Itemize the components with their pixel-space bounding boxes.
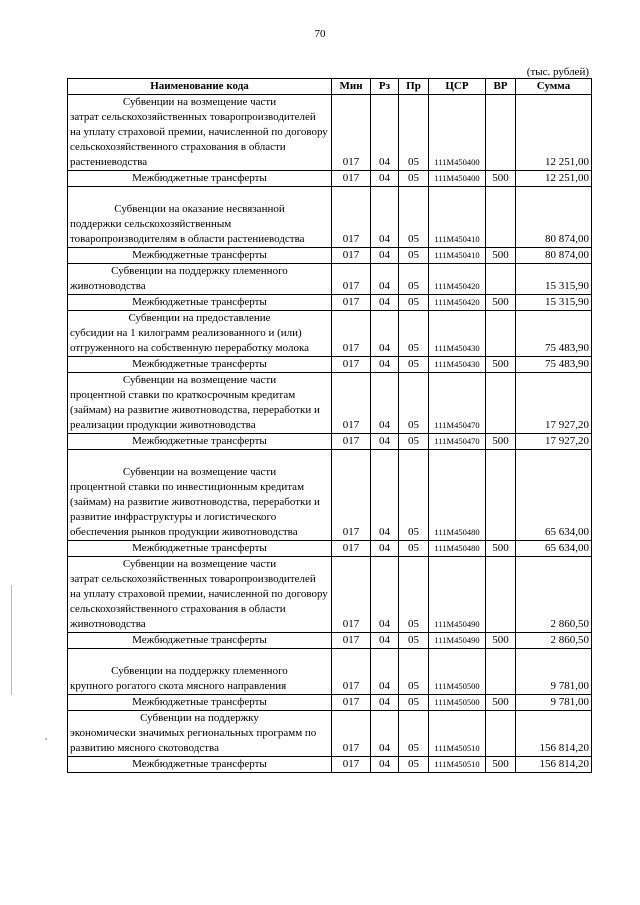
cell-rz: 04: [371, 434, 399, 450]
cell-pr: 05: [399, 695, 429, 711]
transfer-label: Межбюджетные трансферты: [132, 435, 267, 447]
item-title-first-line: Субвенции на поддержку: [140, 712, 259, 724]
cell-pr: 05: [399, 95, 429, 171]
cell-csr: 111М450400: [429, 171, 486, 187]
cell-name: [68, 557, 332, 633]
cell-sum: 2 860,50: [516, 557, 592, 633]
item-title-first-line: Субвенции на поддержку племенного: [111, 265, 288, 277]
cell-vr: [486, 311, 516, 357]
table-row: [68, 171, 592, 187]
item-title-rest: экономически значимых региональных программ по развитию мясного скотоводства: [70, 727, 317, 754]
table-row: [68, 711, 592, 757]
cell-pr: 05: [399, 757, 429, 773]
header-min: Мин: [332, 79, 371, 95]
cell-name: [68, 357, 332, 373]
cell-csr: 111М450500: [429, 649, 486, 695]
table-row: [68, 434, 592, 450]
table-body: [68, 95, 592, 773]
cell-csr: 111М450470: [429, 434, 486, 450]
header-sum: Сумма: [516, 79, 592, 95]
cell-vr: [486, 373, 516, 434]
cell-min: 017: [332, 757, 371, 773]
cell-csr: 111М450420: [429, 264, 486, 295]
transfer-label: Межбюджетные трансферты: [132, 249, 267, 261]
cell-csr: 111М450490: [429, 633, 486, 649]
item-title-first-line: Субвенции на возмещение части: [122, 96, 277, 108]
cell-csr: 111М450470: [429, 373, 486, 434]
cell-sum: 156 814,20: [516, 711, 592, 757]
cell-sum: 12 251,00: [516, 95, 592, 171]
cell-vr: [486, 450, 516, 541]
cell-min: 017: [332, 171, 371, 187]
table-row: [68, 695, 592, 711]
cell-pr: 05: [399, 187, 429, 248]
cell-vr: [486, 187, 516, 248]
cell-sum: 65 634,00: [516, 450, 592, 541]
table-row: [68, 357, 592, 373]
cell-min: 017: [332, 557, 371, 633]
cell-vr: 500: [486, 695, 516, 711]
cell-min: 017: [332, 373, 371, 434]
cell-rz: 04: [371, 695, 399, 711]
cell-vr: 500: [486, 171, 516, 187]
cell-name: [68, 187, 332, 248]
item-title-first-line: Субвенции на возмещение части: [122, 466, 277, 478]
cell-pr: 05: [399, 373, 429, 434]
cell-rz: 04: [371, 373, 399, 434]
blank-line: [70, 187, 329, 202]
cell-name: [68, 295, 332, 311]
budget-table: [67, 78, 592, 773]
cell-rz: 04: [371, 541, 399, 557]
cell-vr: [486, 95, 516, 171]
cell-csr: 111М450410: [429, 187, 486, 248]
cell-sum: 156 814,20: [516, 757, 592, 773]
item-title-rest: субсидии на 1 килограмм реализованного и (или) отгруженного на собственную переработку молока: [70, 327, 310, 354]
cell-rz: 04: [371, 633, 399, 649]
cell-sum: 80 874,00: [516, 248, 592, 264]
item-title-first-line: Субвенции на поддержку племенного: [111, 665, 288, 677]
cell-sum: 15 315,90: [516, 264, 592, 295]
item-title-first-line: Субвенции на оказание несвязанной: [114, 203, 285, 215]
cell-csr: 111М450400: [429, 95, 486, 171]
cell-vr: [486, 711, 516, 757]
item-title-rest: затрат сельскохозяйственных товаропроизводителей на уплату страховой премии, начисленной по договору сельскохозяйственного страхования в области животноводства: [70, 573, 328, 630]
cell-sum: 75 483,90: [516, 357, 592, 373]
cell-name: [68, 434, 332, 450]
cell-vr: 500: [486, 295, 516, 311]
transfer-label: Межбюджетные трансферты: [132, 758, 267, 770]
cell-rz: 04: [371, 311, 399, 357]
cell-name: [68, 541, 332, 557]
cell-name: [68, 95, 332, 171]
cell-sum: 2 860,50: [516, 633, 592, 649]
cell-min: 017: [332, 264, 371, 295]
cell-rz: 04: [371, 649, 399, 695]
table-row: [68, 557, 592, 633]
table-row: [68, 264, 592, 295]
cell-name: [68, 311, 332, 357]
cell-vr: 500: [486, 434, 516, 450]
header-vr: ВР: [486, 79, 516, 95]
transfer-label: Межбюджетные трансферты: [132, 172, 267, 184]
table-row: [68, 633, 592, 649]
cell-sum: 9 781,00: [516, 649, 592, 695]
cell-pr: 05: [399, 248, 429, 264]
blank-line: [70, 450, 329, 465]
item-title-first-line: Субвенции на возмещение части: [122, 558, 277, 570]
cell-pr: 05: [399, 264, 429, 295]
cell-rz: 04: [371, 248, 399, 264]
cell-min: 017: [332, 711, 371, 757]
table-row: [68, 295, 592, 311]
item-title-rest: крупного рогатого скота мясного направления: [70, 680, 287, 692]
cell-sum: 12 251,00: [516, 171, 592, 187]
cell-name: [68, 373, 332, 434]
cell-pr: 05: [399, 450, 429, 541]
cell-name: [68, 711, 332, 757]
cell-min: 017: [332, 541, 371, 557]
cell-csr: 111М450510: [429, 711, 486, 757]
item-title-first-line: Субвенции на предоставление: [128, 312, 271, 324]
cell-rz: 04: [371, 450, 399, 541]
cell-name: [68, 695, 332, 711]
item-title-rest: затрат сельскохозяйственных товаропроизводителей на уплату страховой премии, начисленной по договору сельскохозяйственного страхования в области растениеводства: [70, 111, 328, 168]
cell-csr: 111М450510: [429, 757, 486, 773]
transfer-label: Межбюджетные трансферты: [132, 696, 267, 708]
table-row: [68, 311, 592, 357]
cell-vr: 500: [486, 541, 516, 557]
cell-min: 017: [332, 187, 371, 248]
transfer-label: Межбюджетные трансферты: [132, 542, 267, 554]
table-row: [68, 450, 592, 541]
cell-pr: 05: [399, 295, 429, 311]
cell-rz: 04: [371, 357, 399, 373]
cell-vr: 500: [486, 357, 516, 373]
cell-min: 017: [332, 434, 371, 450]
cell-min: 017: [332, 695, 371, 711]
cell-min: 017: [332, 357, 371, 373]
cell-min: 017: [332, 248, 371, 264]
table-row: [68, 95, 592, 171]
cell-name: [68, 649, 332, 695]
cell-min: 017: [332, 450, 371, 541]
cell-vr: 500: [486, 633, 516, 649]
page-number: 70: [314, 28, 326, 40]
item-title-rest: процентной ставки по инвестиционным кредитам (займам) на развитие животноводства, переработки и развитие инфраструктуры и логистического обеспечения рынков продукции животноводства: [70, 481, 320, 538]
transfer-label: Межбюджетные трансферты: [132, 358, 267, 370]
cell-vr: [486, 557, 516, 633]
item-title-rest: поддержки сельскохозяйственным товаропроизводителям в области растениеводства: [70, 218, 305, 245]
cell-pr: 05: [399, 311, 429, 357]
cell-pr: 05: [399, 633, 429, 649]
cell-vr: [486, 264, 516, 295]
table-row: [68, 649, 592, 695]
scan-edge-mark: [45, 738, 47, 740]
header-pr: Пр: [399, 79, 429, 95]
cell-name: [68, 264, 332, 295]
cell-name: [68, 248, 332, 264]
cell-vr: [486, 649, 516, 695]
cell-rz: 04: [371, 171, 399, 187]
cell-csr: 111М450430: [429, 357, 486, 373]
header-csr: ЦСР: [429, 79, 486, 95]
table-row: [68, 248, 592, 264]
cell-sum: 9 781,00: [516, 695, 592, 711]
item-title-rest: животноводства: [70, 280, 146, 292]
cell-sum: 17 927,20: [516, 373, 592, 434]
cell-min: 017: [332, 95, 371, 171]
cell-pr: 05: [399, 557, 429, 633]
cell-csr: 111М450410: [429, 248, 486, 264]
table-header-row: [68, 79, 592, 95]
item-title-rest: процентной ставки по краткосрочным кредитам (займам) на развитие животноводства, переработки и реализации продукции животноводства: [70, 389, 320, 431]
cell-csr: 111М450500: [429, 695, 486, 711]
cell-sum: 17 927,20: [516, 434, 592, 450]
cell-min: 017: [332, 633, 371, 649]
table-row: [68, 373, 592, 434]
cell-name: [68, 450, 332, 541]
cell-name: [68, 171, 332, 187]
cell-rz: 04: [371, 757, 399, 773]
cell-rz: 04: [371, 264, 399, 295]
cell-csr: 111М450480: [429, 541, 486, 557]
table-row: [68, 757, 592, 773]
cell-min: 017: [332, 295, 371, 311]
cell-pr: 05: [399, 357, 429, 373]
cell-rz: 04: [371, 187, 399, 248]
cell-rz: 04: [371, 95, 399, 171]
scan-edge-mark: [11, 585, 12, 695]
blank-line: [70, 649, 329, 664]
cell-min: 017: [332, 649, 371, 695]
cell-rz: 04: [371, 557, 399, 633]
cell-rz: 04: [371, 295, 399, 311]
cell-vr: 500: [486, 248, 516, 264]
cell-sum: 15 315,90: [516, 295, 592, 311]
cell-pr: 05: [399, 711, 429, 757]
cell-rz: 04: [371, 711, 399, 757]
cell-pr: 05: [399, 649, 429, 695]
cell-csr: 111М450430: [429, 311, 486, 357]
cell-name: [68, 757, 332, 773]
cell-csr: 111М450480: [429, 450, 486, 541]
cell-sum: 75 483,90: [516, 311, 592, 357]
cell-csr: 111М450420: [429, 295, 486, 311]
header-name: Наименование кода: [68, 79, 332, 95]
table-row: [68, 187, 592, 248]
item-title-first-line: Субвенции на возмещение части: [122, 374, 277, 386]
transfer-label: Межбюджетные трансферты: [132, 296, 267, 308]
cell-name: [68, 633, 332, 649]
cell-pr: 05: [399, 541, 429, 557]
cell-pr: 05: [399, 171, 429, 187]
cell-sum: 65 634,00: [516, 541, 592, 557]
transfer-label: Межбюджетные трансферты: [132, 634, 267, 646]
cell-sum: 80 874,00: [516, 187, 592, 248]
cell-min: 017: [332, 311, 371, 357]
cell-pr: 05: [399, 434, 429, 450]
unit-note: (тыс. рублей): [526, 66, 589, 78]
cell-csr: 111М450490: [429, 557, 486, 633]
header-rz: Рз: [371, 79, 399, 95]
cell-vr: 500: [486, 757, 516, 773]
table-row: [68, 541, 592, 557]
